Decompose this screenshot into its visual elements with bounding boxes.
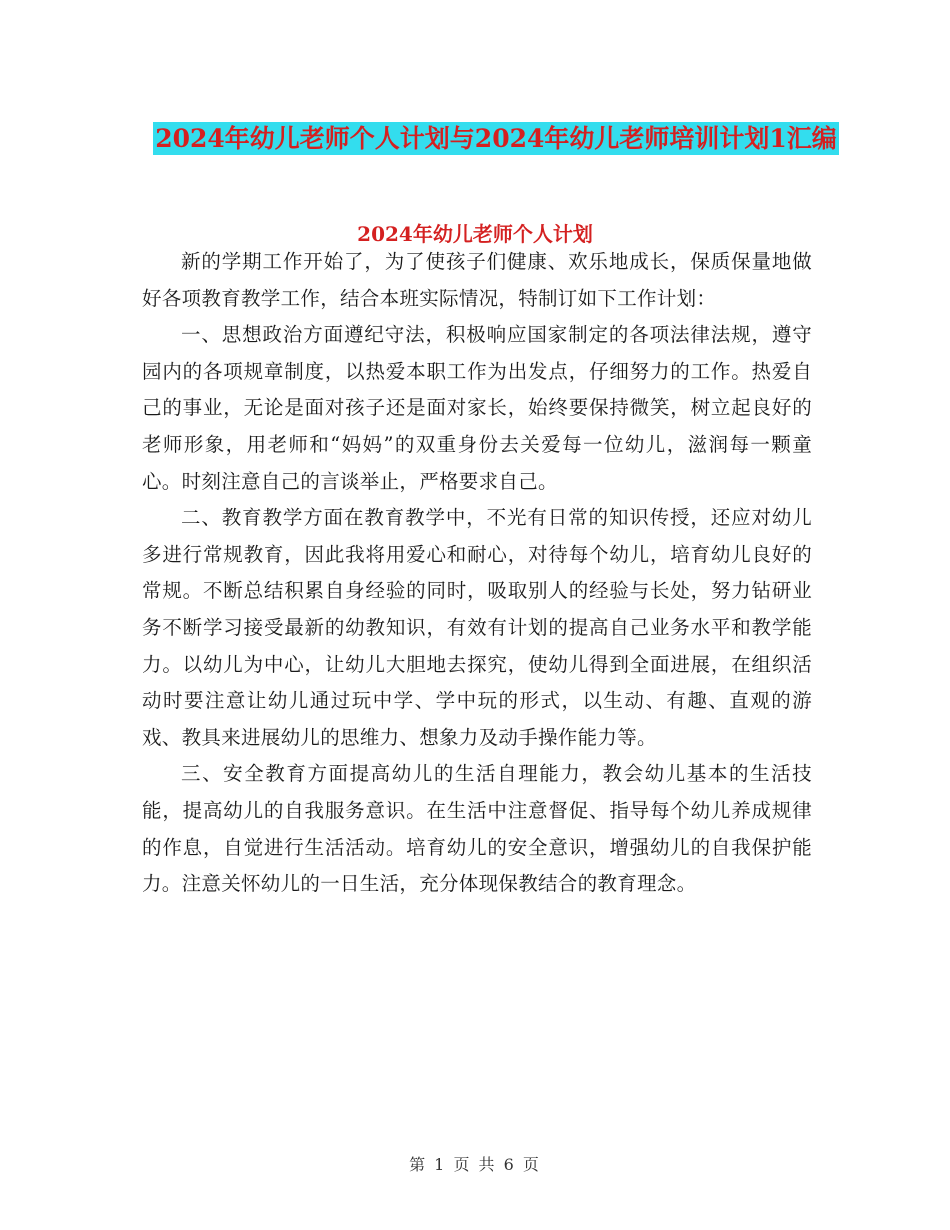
paragraph: 一、思想政治方面遵纪守法，积极响应国家制定的各项法律法规，遵守园内的各项规章制度，以热爱本职工作为出发点，仔细努力的工作。热爱自己的事业，无论是面对孩子还是面对家长，始终要保持微笑，树立起良好的老师形象，用老师和“妈妈”的双重身份去关爱每一位幼儿，滋润每一颗童心。时刻注意自己的言谈举止，严格要求自己。 [142, 323, 812, 493]
paragraph: 新的学期工作开始了，为了使孩子们健康、欢乐地成长，保质保量地做好各项教育教学工作，结合本班实际情况，特制订如下工作计划： [142, 250, 812, 310]
page-number-footer: 第 1 页 共 6 页 [409, 1155, 541, 1174]
paragraph: 二、教育教学方面在教育教学中，不光有日常的知识传授，还应对幼儿多进行常规教育，因此我将用爱心和耐心，对待每个幼儿，培育幼儿良好的常规。不断总结积累自身经验的同时，吸取别人的经验与长处，努力钻研业务不断学习接受最新的幼教知识，有效有计划的提高自己业务水平和教学能力。以幼儿为中心，让幼儿大胆地去探究，使幼儿得到全面进展，在组织活动时要注意让幼儿通过玩中学、学中玩的形式，以生动、有趣、直观的游戏、教具来进展幼儿的思维力、想象力及动手操作能力等。 [142, 506, 812, 749]
section-title: 2024年幼儿老师个人计划 [357, 222, 593, 246]
document-title-text: 2024年幼儿老师个人计划与2024年幼儿老师培训计划1汇编 [155, 124, 837, 153]
document-body [142, 244, 812, 903]
document-title [140, 112, 852, 166]
paragraph: 三、安全教育方面提高幼儿的生活自理能力，教会幼儿基本的生活技能，提高幼儿的自我服务意识。在生活中注意督促、指导每个幼儿养成规律的作息，自觉进行生活活动。培育幼儿的安全意识，增强幼儿的自我保护能力。注意关怀幼儿的一日生活，充分体现保教结合的教育理念。 [142, 762, 812, 896]
